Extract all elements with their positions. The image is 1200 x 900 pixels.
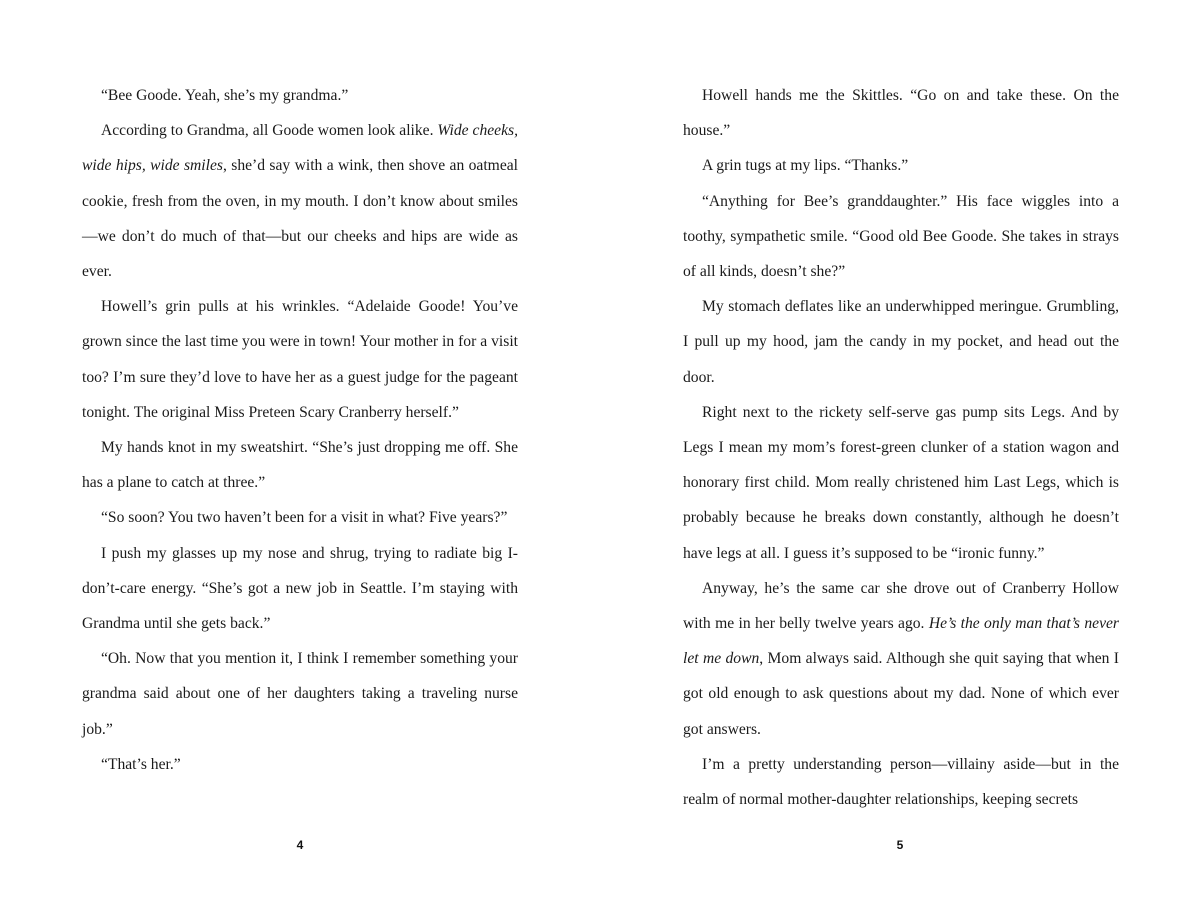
paragraph (82, 113, 518, 289)
paragraph (683, 148, 1119, 183)
text-run: A grin tugs at my lips. “Thanks.” (702, 157, 909, 175)
paragraph (82, 641, 518, 747)
text-run: Howell’s grin pulls at his wrinkles. “Adelaide Goode! You’ve grown since the last time you were in town! Your mother in for a visit too? I’m sure they’d love to have her as a guest judge for the pageant tonight. The original Miss Preteen Scary Cranberry herself.” (82, 298, 518, 421)
italic-text: Wide cheeks, wide hips, wide smiles (82, 122, 518, 175)
left-page-body (82, 78, 518, 782)
text-run: Howell hands me the Skittles. “Go on and take these. On the house.” (683, 87, 1119, 140)
paragraph (683, 571, 1119, 747)
paragraph (683, 289, 1119, 395)
paragraph (82, 430, 518, 500)
right-page (600, 0, 1200, 900)
text-run: I push my glasses up my nose and shrug, trying to radiate big I-don’t-care energy. “She’s got a new job in Seattle. I’m staying with Grandma until she gets back.” (82, 544, 518, 633)
text-run: “Oh. Now that you mention it, I think I remember something your grandma said about one of her daughters taking a traveling nurse job.” (82, 650, 518, 738)
page-number-right: 5 (896, 838, 904, 852)
paragraph (683, 747, 1119, 817)
paragraph (683, 395, 1119, 571)
paragraph (683, 184, 1119, 290)
right-page-body (683, 78, 1119, 817)
paragraph (82, 78, 518, 113)
text-run: I’m a pretty understanding person—villainy aside—but in the realm of normal mother-daughter relationships, keeping secrets (683, 755, 1119, 809)
paragraph (82, 289, 518, 430)
text-run: “That’s her.” (101, 755, 181, 773)
text-run: According to Grandma, all Goode women look alike. (101, 122, 438, 140)
paragraph (82, 536, 518, 642)
text-run: “Bee Goode. Yeah, she’s my grandma.” (101, 87, 349, 104)
paragraph (683, 78, 1119, 148)
italic-text: He’s the only man that’s never let me down (683, 615, 1119, 668)
text-run: My hands knot in my sweatshirt. “She’s just dropping me off. She has a plane to catch at three.” (82, 439, 518, 492)
text-run: , she’d say with a wink, then shove an oatmeal cookie, fresh from the oven, in my mouth. I don’t know about smiles—we don’t do much of that—but our cheeks and hips are wide as ever. (82, 157, 518, 281)
text-run: Anyway, he’s the same car she drove out of Cranberry Hollow with me in her belly twelve years ago. (683, 579, 1119, 633)
text-run: My stomach deflates like an underwhipped meringue. Grumbling, I pull up my hood, jam the candy in my pocket, and head out the door. (683, 298, 1119, 386)
paragraph (82, 500, 518, 535)
text-run: Right next to the rickety self-serve gas pump sits Legs. And by Legs I mean my mom’s forest-green clunker of a station wagon and honorary first child. Mom really christened him Last Legs, which is probably because he breaks down constantly, although he doesn’t have legs at all. I guess it’s supposed to be “ironic funny.” (683, 403, 1119, 562)
page-number-left: 4 (296, 838, 304, 852)
text-run: “So soon? You two haven’t been for a visit in what? Five years?” (101, 509, 508, 527)
text-run: , Mom always said. Although she quit saying that when I got old enough to ask questions about my dad. None of which ever got answers. (683, 650, 1120, 738)
text-run: “Anything for Bee’s granddaughter.” His face wiggles into a toothy, sympathetic smile. “Good old Bee Goode. She takes in strays of all kinds, doesn’t she?” (683, 192, 1119, 281)
paragraph (82, 747, 518, 782)
